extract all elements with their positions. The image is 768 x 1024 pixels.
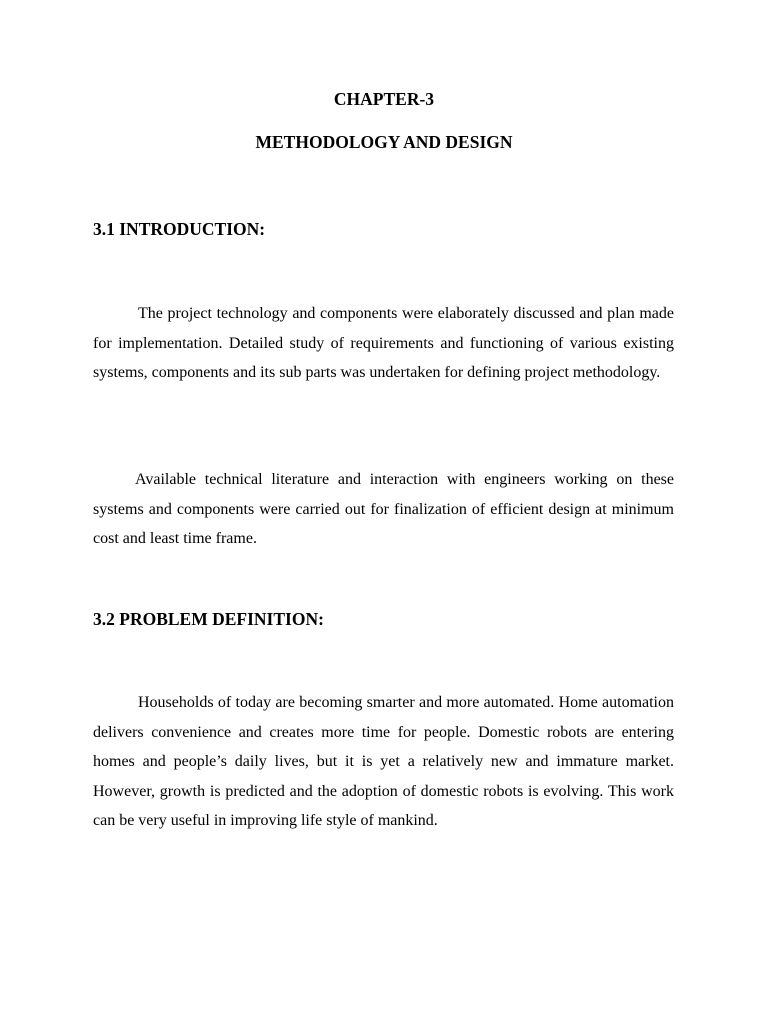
chapter-title: METHODOLOGY AND DESIGN xyxy=(255,132,513,152)
problem-definition-paragraph: Households of today are becoming smarter and more automated. Home automation delivers convenience and creates more time for people. Domestic robots are entering homes and people’s daily lives, but it is yet a relatively new and immature market. However, growth is predicted and the adoption of domestic robots is evolving. This work can be very useful in improving life style of mankind. xyxy=(93,694,674,829)
introduction-paragraph-2: Available technical literature and interaction with engineers working on these systems and components were carried out for finalization of efficient design at minimum cost and least time frame. xyxy=(93,471,674,547)
introduction-paragraph-1: The project technology and components were elaborately discussed and plan made for implementation. Detailed study of requirements and functioning of various existing systems, components and its sub parts was undertaken for defining project methodology. xyxy=(93,305,674,381)
chapter-label: CHAPTER-3 xyxy=(333,89,435,109)
section-heading-introduction: 3.1 INTRODUCTION: xyxy=(93,219,266,239)
section-heading-problem-definition: 3.2 PROBLEM DEFINITION: xyxy=(93,609,324,629)
